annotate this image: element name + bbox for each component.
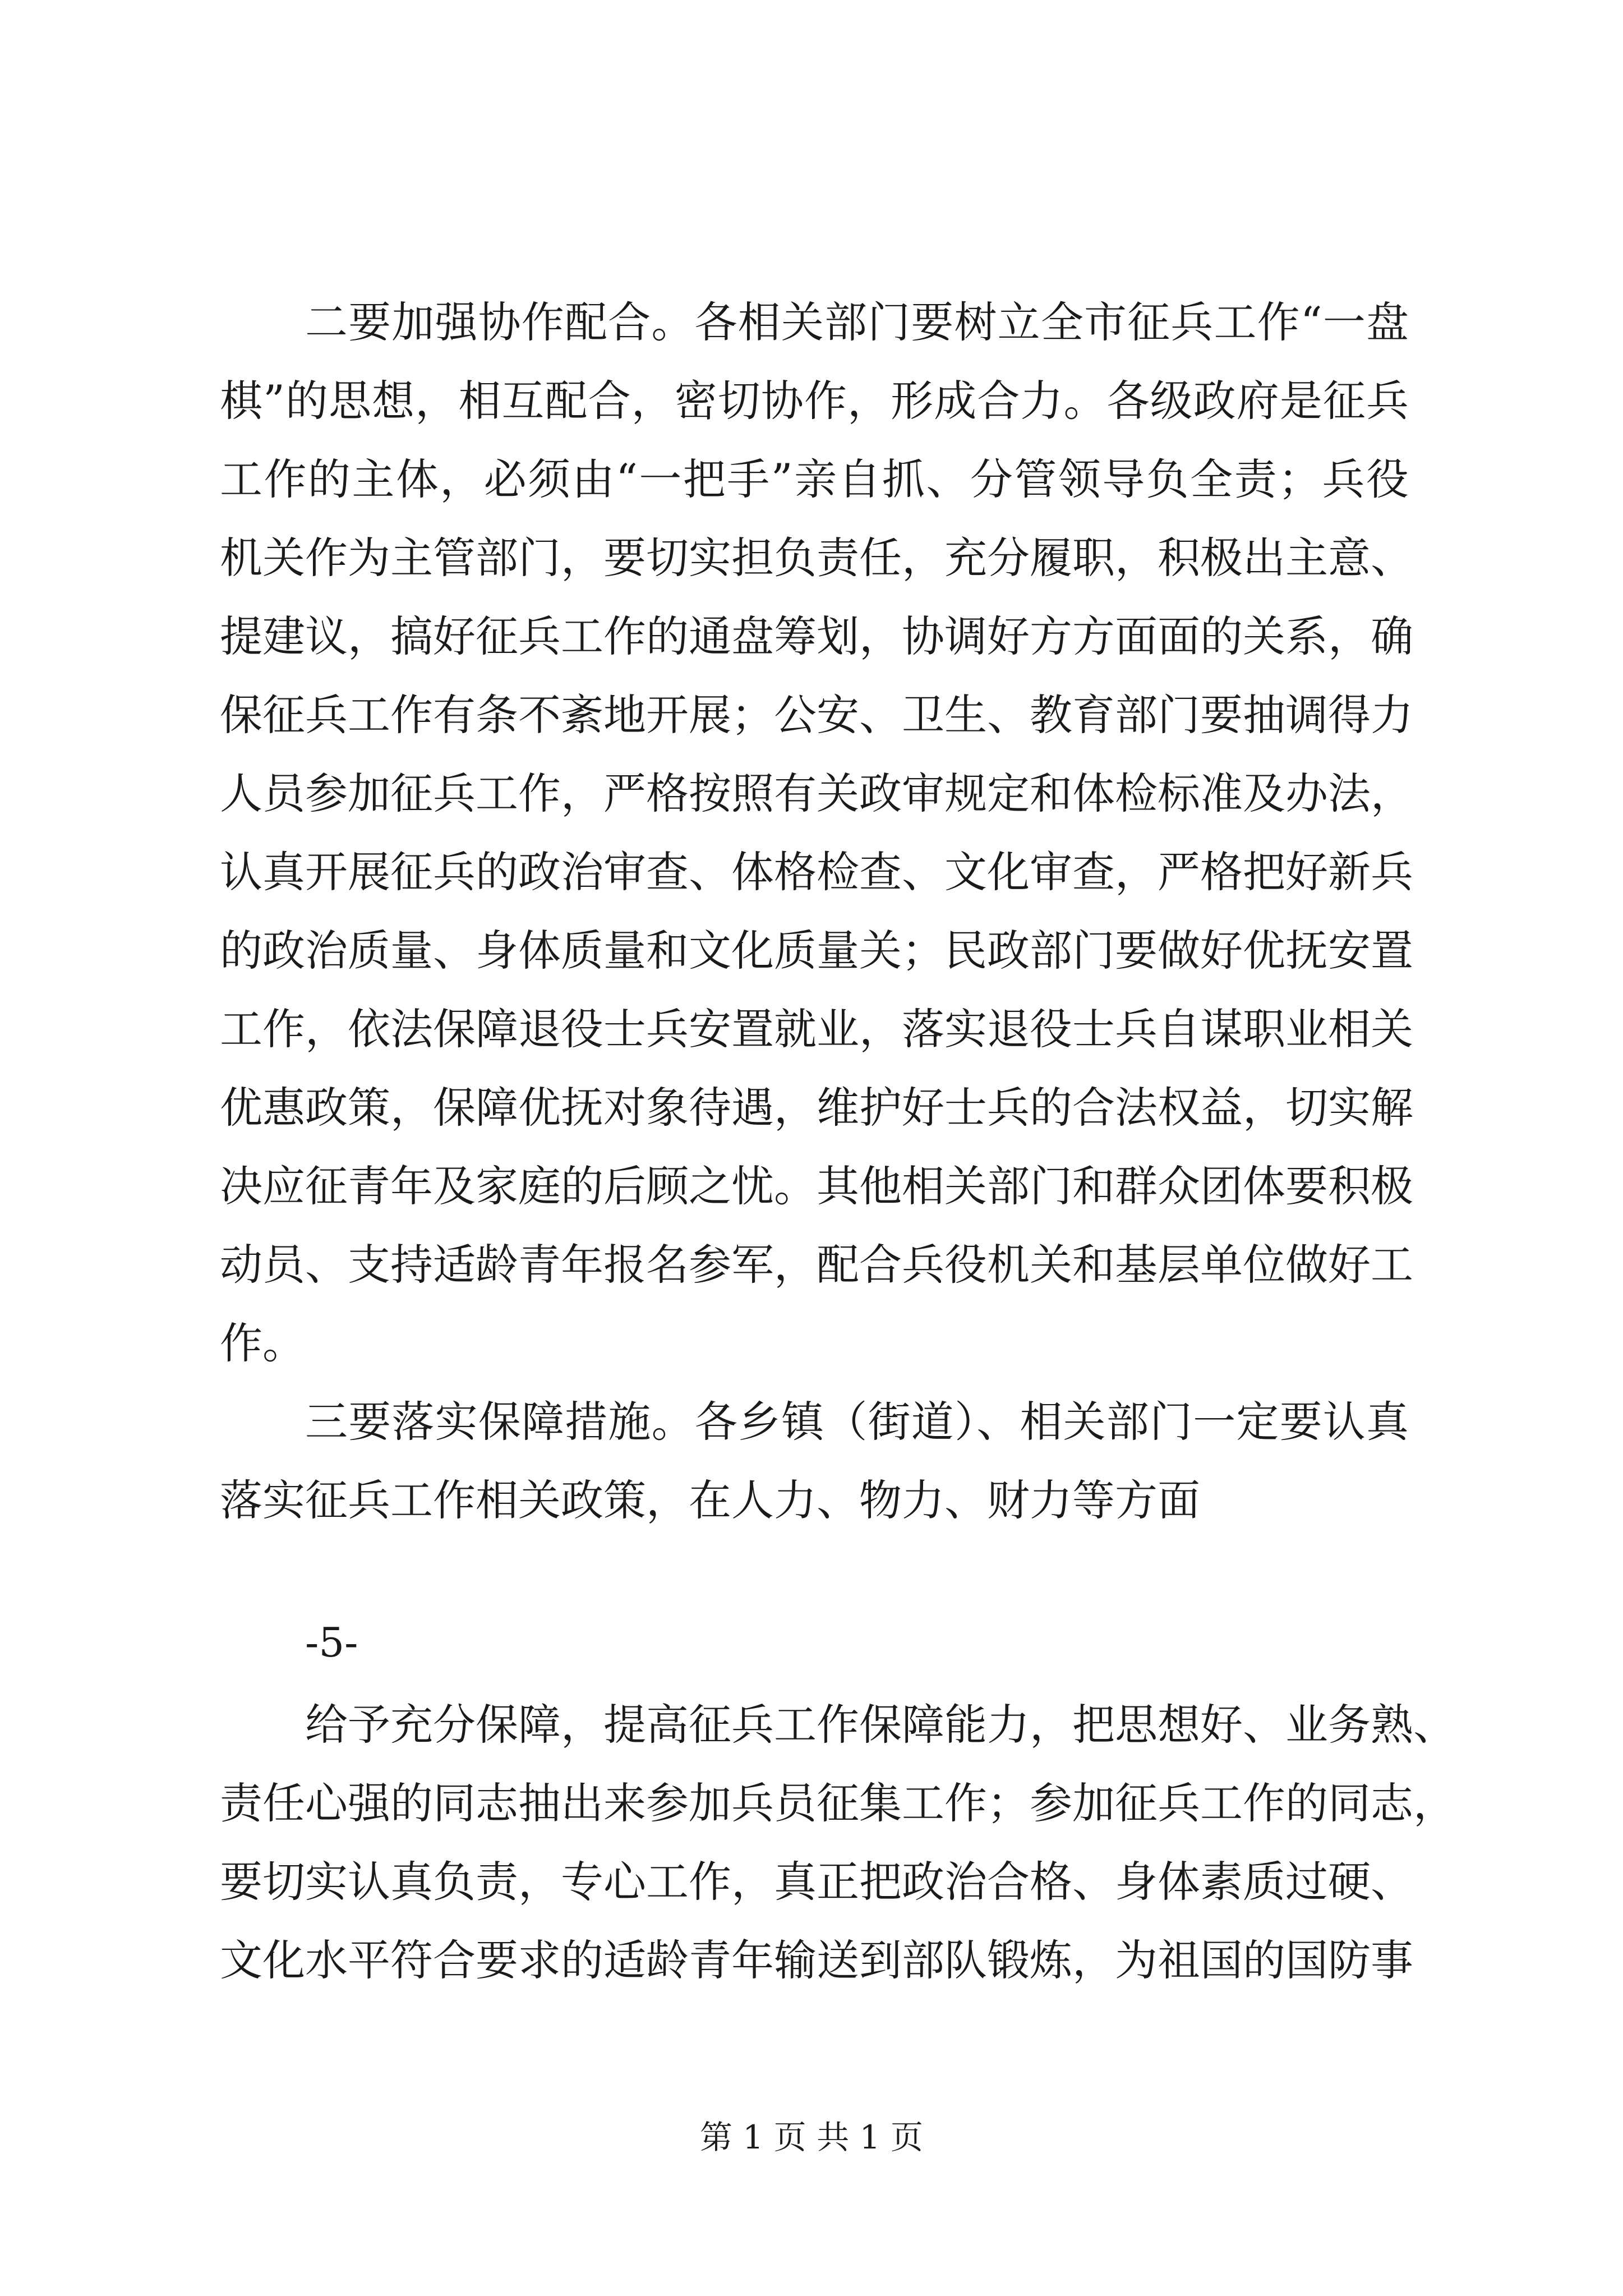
paragraph-line: 棋”的思想，相互配合，密切协作，形成合力。各级政府是征兵 <box>220 376 1409 426</box>
paragraph-line: 工作的主体，必须由“一把手”亲自抓、分管领导负全责；兵役 <box>220 454 1409 504</box>
paragraph-line: 决应征青年及家庭的后顾之忧。其他相关部门和群众团体要积极 <box>220 1161 1413 1211</box>
paragraph-line: 机关作为主管部门，要切实担负责任，充分履职，积极出主意、 <box>220 533 1413 583</box>
page-marker: -5- <box>305 1619 358 1666</box>
paragraph-line: 工作，依法保障退役士兵安置就业，落实退役士兵自谋职业相关 <box>220 1004 1413 1054</box>
paragraph-line: 认真开展征兵的政治审查、体格检查、文化审查，严格把好新兵 <box>220 847 1413 897</box>
paragraph-line: 人员参加征兵工作，严格按照有关政审规定和体检标准及办法， <box>220 769 1413 818</box>
paragraph-line: 文化水平符合要求的适龄青年输送到部队锻炼，为祖国的国防事 <box>220 1935 1413 1985</box>
paragraph-line: 落实征兵工作相关政策，在人力、物力、财力等方面 <box>220 1475 1200 1525</box>
paragraph-line: 要切实认真负责，专心工作，真正把政治合格、身体素质过硬、 <box>220 1857 1413 1907</box>
page-footer: 第 1 页 共 1 页 <box>700 2118 923 2156</box>
paragraph-line: 的政治质量、身体质量和文化质量关；民政部门要做好优抚安置 <box>220 926 1413 976</box>
paragraph-line: 保征兵工作有条不紊地开展；公安、卫生、教育部门要抽调得力 <box>220 690 1413 740</box>
paragraph-line: 动员、支持适龄青年报名参军，配合兵役机关和基层单位做好工 <box>220 1240 1413 1290</box>
paragraph-line: 作。 <box>220 1318 305 1368</box>
paragraph-line: 提建议，搞好征兵工作的通盘筹划，协调好方方面面的关系，确 <box>220 611 1413 661</box>
paragraph-line: 优惠政策，保障优抚对象待遇，维护好士兵的合法权益，切实解 <box>220 1083 1413 1133</box>
paragraph-line: 二要加强协作配合。各相关部门要树立全市征兵工作“一盘 <box>305 297 1409 347</box>
paragraph-line: 给予充分保障，提高征兵工作保障能力，把思想好、业务熟、 <box>305 1700 1456 1750</box>
paragraph-line: 责任心强的同志抽出来参加兵员征集工作；参加征兵工作的同志， <box>220 1778 1456 1828</box>
paragraph-line: 三要落实保障措施。各乡镇（街道）、相关部门一定要认真 <box>305 1397 1409 1447</box>
